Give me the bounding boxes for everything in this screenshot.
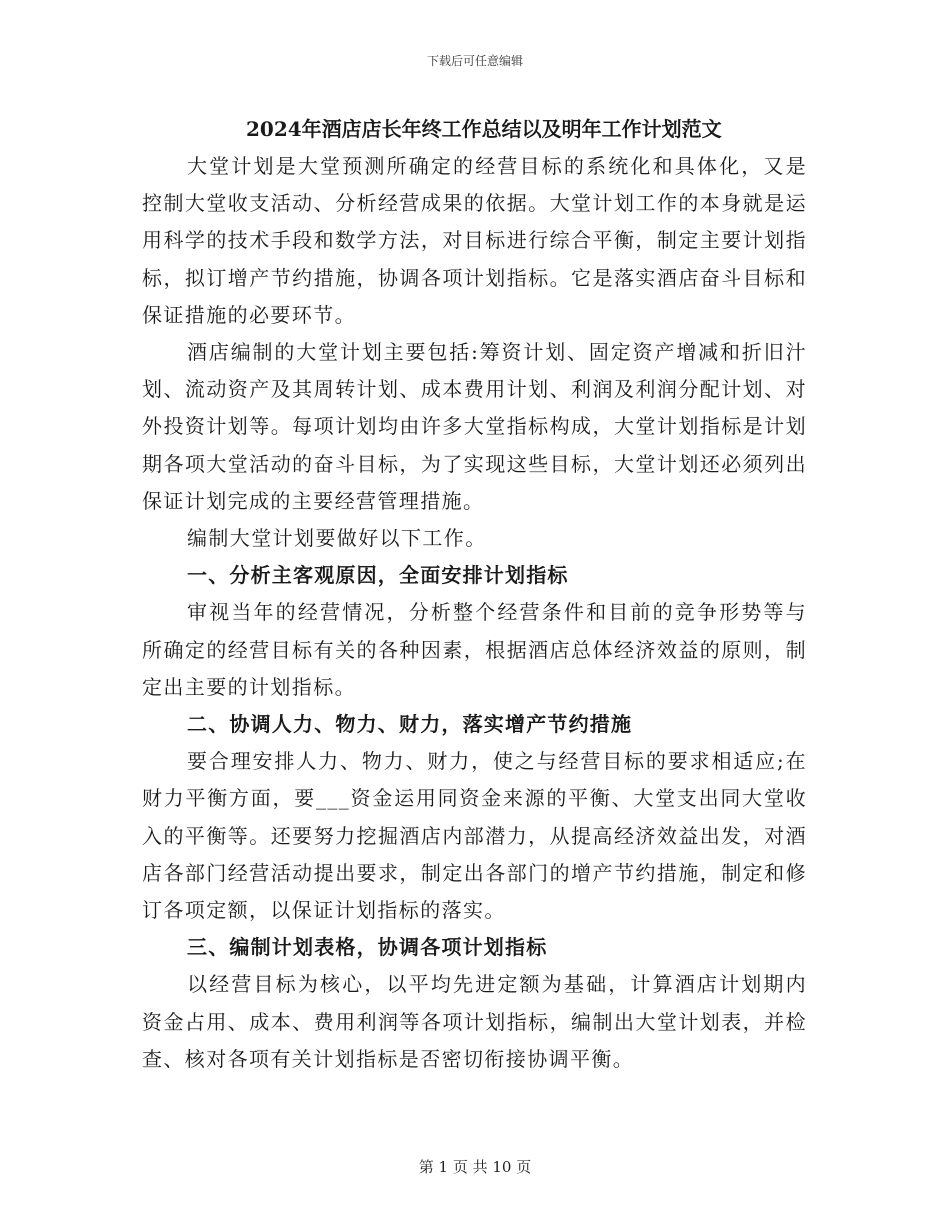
page-number: 第 1 页 共 10 页 xyxy=(418,1158,532,1176)
paragraph-intro: 大堂计划是大堂预测所确定的经营目标的系统化和具体化，又是控制大堂收支活动、分析经营成果的依据。大堂计划工作的本身就是运用科学的技术手段和数学方法，对目标进行综合平衡，制定主要计划指标，拟订增产节约措施，协调各项计划指标。它是落实酒店奋斗目标和保证措施的必要环节。 xyxy=(142,154,807,327)
paragraph-section-3: 以经营目标为核心，以平均先进定额为基础，计算酒店计划期内资金占用、成本、费用利润等各项计划指标，编制出大堂计划表，并检查、核对各项有关计划指标是否密切衔接协调平衡。 xyxy=(142,972,807,1071)
document-body xyxy=(142,112,807,1078)
section-heading-1: 一、分析主客观原因，全面安排计划指标 xyxy=(187,563,569,588)
paragraph-work-items: 编制大堂计划要做好以下工作。 xyxy=(187,526,487,551)
header-note: 下载后可任意编辑 xyxy=(426,54,523,68)
section-heading-3: 三、编制计划表格，协调各项计划指标 xyxy=(187,935,548,960)
document-title: 2024年酒店店长年终工作总结以及明年工作计划范文 xyxy=(246,117,722,141)
paragraph-plan-contents: 酒店编制的大堂计划主要包括:筹资计划、固定资产增减和折旧汁划、流动资产及其周转计划、成本费用计划、利润及利润分配计划、对外投资计划等。每项计划均由许多大堂指标构成，大堂计划指标是计划期各项大堂活动的奋斗目标，为了实现这些目标，大堂计划还必须列出保证计划完成的主要经营管理措施。 xyxy=(142,340,807,513)
paragraph-section-2: 要合理安排人力、物力、财力，使之与经营目标的要求相适应;在财力平衡方面，要___资金运用同资金来源的平衡、大堂支出同大堂收入的平衡等。还要努力挖掘酒店内部潜力，从提高经济效益出发，对酒店各部门经营活动提出要求，制定出各部门的增产节约措施，制定和修订各项定额，以保证计划指标的落实。 xyxy=(142,749,807,923)
paragraph-section-1: 审视当年的经营情况，分析整个经营条件和目前的竞争形势等与所确定的经营目标有关的各种因素，根据酒店总体经济效益的原则，制定出主要的计划指标。 xyxy=(142,600,807,699)
section-heading-2: 二、协调人力、物力、财力，落实增产节约措施 xyxy=(187,712,633,737)
